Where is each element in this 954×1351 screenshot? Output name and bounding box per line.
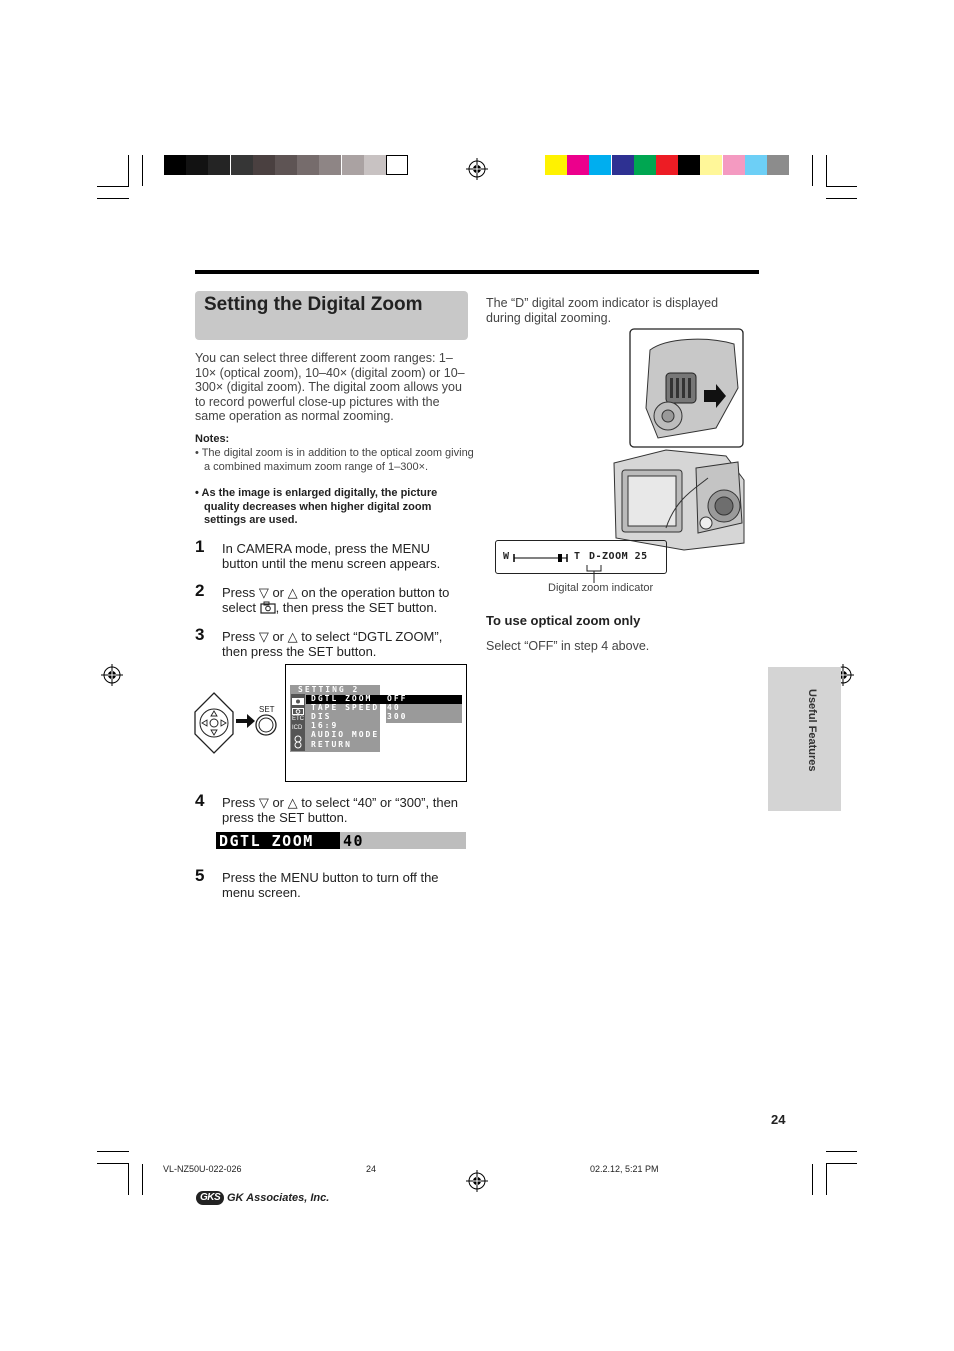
- gray-swatch: [342, 155, 364, 175]
- gray-swatch: [386, 155, 408, 175]
- gray-swatch: [319, 155, 341, 175]
- zoom-wide-label: W: [503, 551, 510, 562]
- step-text: In CAMERA mode, press the MENU button until the menu screen appears.: [222, 541, 441, 571]
- color-swatch: [767, 155, 789, 175]
- gray-swatch: [364, 155, 386, 175]
- step-number: 3: [195, 625, 205, 644]
- step-number: 4: [195, 791, 205, 810]
- registration-target-icon: [466, 1170, 488, 1192]
- gray-swatch: [186, 155, 208, 175]
- set-button-icon: [255, 714, 277, 736]
- menu-item[interactable]: DGTL ZOOM: [311, 694, 373, 703]
- zoom-lcd-display: [495, 540, 667, 574]
- camera-tab-icon: [292, 696, 304, 705]
- dgtl-zoom-display: [216, 832, 466, 849]
- intro-paragraph: You can select three different zoom ranges: 1–10× (optical zoom), 10–40× (digital zoom) or 10–300× (digital zoom). The digital zoom allows you to record powerful close-up pictures with the same operation as normal zooming.: [195, 351, 465, 423]
- menu-option[interactable]: OFF: [387, 694, 408, 703]
- camera-menu-icon: [260, 601, 276, 614]
- page-title: Setting the Digital Zoom: [204, 294, 423, 315]
- gk-logo-mark: GKS: [200, 1192, 221, 1203]
- operation-button-icon: [194, 692, 234, 754]
- color-swatch: [700, 155, 722, 175]
- color-swatch: [634, 155, 656, 175]
- section-rule: [195, 270, 759, 274]
- gray-swatch: [297, 155, 319, 175]
- color-swatch: [723, 155, 745, 175]
- note-item: • As the image is enlarged digitally, the picture quality decreases when higher digital zoom settings are used.: [195, 487, 438, 526]
- step-text: Press ▽ or △ to select “DGTL ZOOM”, then press the SET button.: [222, 629, 443, 659]
- footer-page: 24: [366, 1164, 377, 1174]
- etc-tab-icon: ETC: [292, 716, 304, 722]
- menu-item[interactable]: AUDIO MODE: [311, 730, 380, 739]
- camcorder-illustration: [606, 328, 748, 553]
- arrow-right-icon: [236, 713, 256, 729]
- menu-item[interactable]: DIS: [311, 712, 332, 721]
- section-tab-label: Useful Features: [806, 689, 818, 772]
- optical-zoom-text: Select “OFF” in step 4 above.: [486, 639, 650, 653]
- indicator-label: Digital zoom indicator: [548, 582, 654, 594]
- menu-option[interactable]: 300: [387, 712, 408, 721]
- note-item: • The digital zoom is in addition to the optical zoom giving a combined maximum zoom range of 1–300×.: [195, 447, 474, 473]
- color-swatch: [589, 155, 611, 175]
- footer-timestamp: 02.2.12, 5:21 PM: [590, 1164, 659, 1174]
- section-title-box: [195, 291, 468, 340]
- d-zoom-readout: D-ZOOM 25: [589, 551, 648, 562]
- menu-option[interactable]: 40: [387, 703, 401, 712]
- registration-target-icon: [466, 158, 488, 180]
- optical-zoom-heading: To use optical zoom only: [486, 613, 641, 628]
- step-text-part: Press ▽ or △ on the operation button to select: [222, 585, 450, 615]
- step-number: 2: [195, 581, 205, 600]
- color-swatch: [612, 155, 634, 175]
- step-text: [222, 585, 467, 615]
- gray-swatch: [164, 155, 186, 175]
- zoom-scale-icon: [513, 554, 569, 562]
- camera-tab-icon: [292, 706, 304, 715]
- registration-target-icon: [101, 664, 123, 686]
- menu-screen: [285, 664, 467, 782]
- step-number: 1: [195, 537, 205, 556]
- page-number: 24: [771, 1112, 786, 1127]
- gray-swatch: [253, 155, 275, 175]
- gk-logo-text: GK Associates, Inc.: [227, 1192, 330, 1204]
- indicator-bracket-icon: [586, 563, 602, 583]
- color-swatch: [567, 155, 589, 175]
- menu-item[interactable]: 16:9: [311, 721, 339, 730]
- zoom-indicator-caption: The “D” digital zoom indicator is displayed during digital zooming.: [486, 296, 719, 325]
- gray-swatch: [275, 155, 297, 175]
- notes-heading: Notes:: [195, 433, 230, 445]
- gk-logo: [196, 1191, 224, 1205]
- section-tab: [768, 667, 841, 811]
- color-swatch: [745, 155, 767, 175]
- gray-swatch: [231, 155, 253, 175]
- zoom-tele-label: T: [574, 551, 581, 562]
- step-number: 5: [195, 866, 205, 885]
- dgtl-zoom-value: 40: [343, 832, 365, 850]
- step-text-part: , then press the SET button.: [275, 600, 438, 615]
- menu-item[interactable]: RETURN: [311, 740, 352, 749]
- menu-item[interactable]: TAPE SPEED: [311, 703, 380, 712]
- footer-file-name: VL-NZ50U-022-026: [163, 1164, 242, 1174]
- set-button-label: SET: [259, 705, 275, 714]
- icd-tab-icon: ICD: [292, 725, 303, 731]
- gray-swatch: [208, 155, 230, 175]
- tape-tab-icon: [292, 735, 304, 749]
- color-swatch: [656, 155, 678, 175]
- color-swatch: [545, 155, 567, 175]
- step-text: Press ▽ or △ to select “40” or “300”, then press the SET button.: [222, 795, 459, 825]
- step-text: Press the MENU button to turn off the menu screen.: [222, 870, 439, 900]
- color-swatch: [678, 155, 700, 175]
- dgtl-zoom-label: DGTL ZOOM: [219, 832, 314, 850]
- menu-title: SETTING 2: [298, 685, 360, 694]
